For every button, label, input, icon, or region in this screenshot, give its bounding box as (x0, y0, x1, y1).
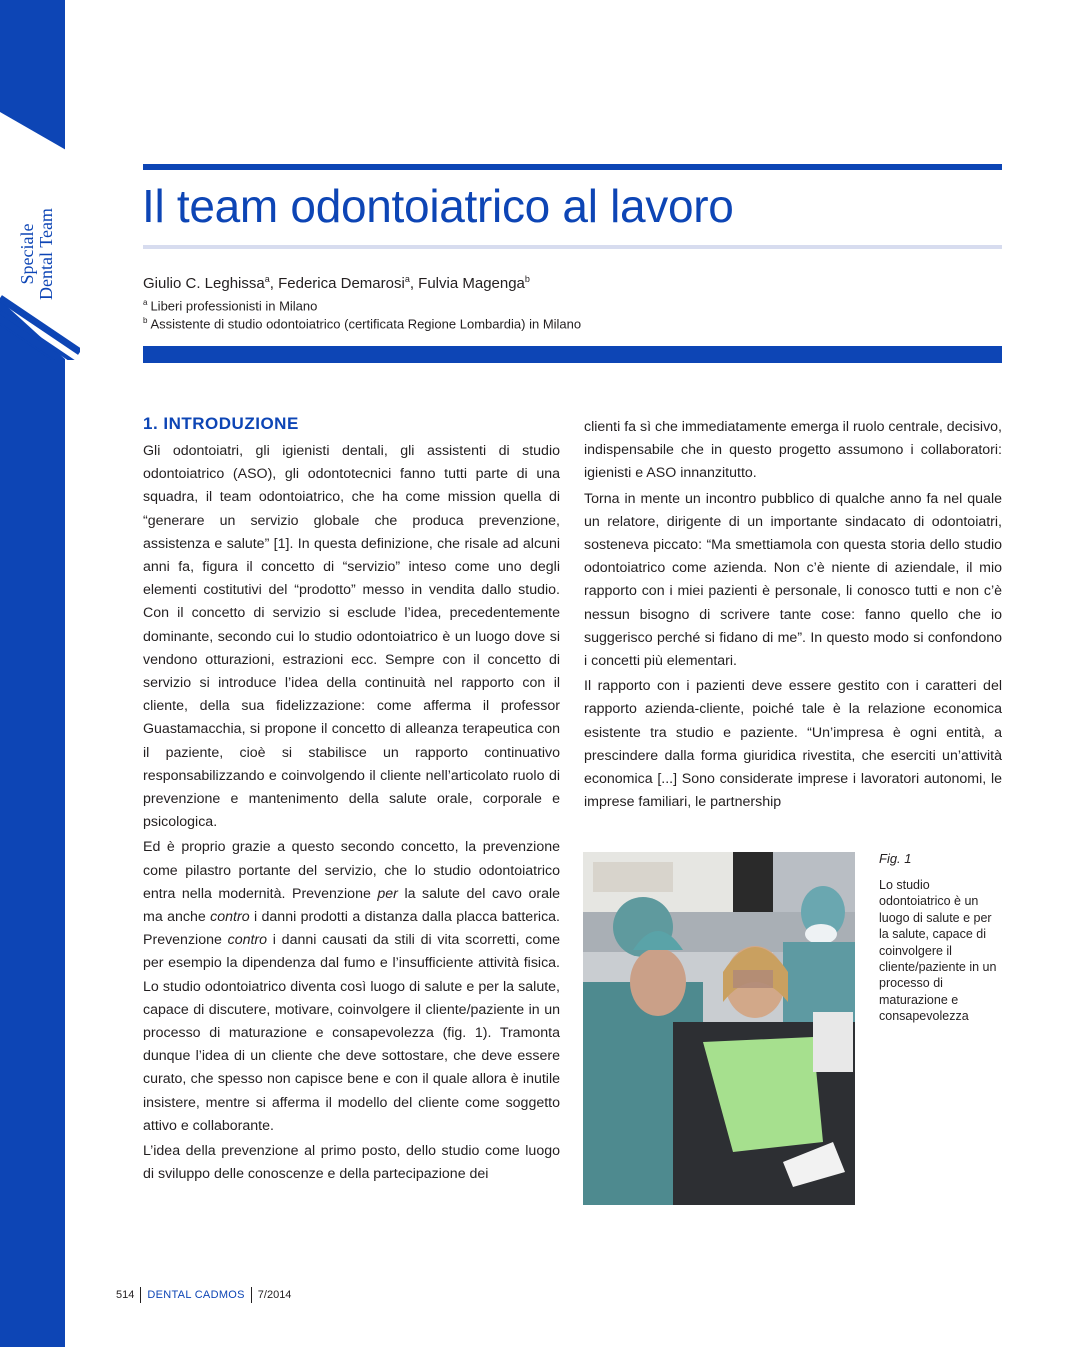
right-column (584, 416, 1002, 814)
paragraph: L’idea della prevenzione al primo posto, dello studio come luogo di sviluppo delle conoscenze e della partecipazione dei (143, 1143, 560, 1183)
author-affiliation-mark: a (264, 274, 270, 284)
author-affiliation-mark: b (524, 274, 530, 284)
journal-name: DENTAL CADMOS (147, 1289, 245, 1301)
author-affiliation-mark: a (404, 274, 410, 284)
section-label (18, 184, 74, 304)
page-number: 514 (116, 1289, 135, 1301)
section-label-line2: Dental Team (36, 208, 56, 300)
paragraph: Il rapporto con i pazienti deve essere gestito con i caratteri del rapporto azienda-cliente, poiché tale è la relazione economica esistente tra studio e paziente. “Un’impresa è ogni entità, a prescindere dalla forma giuridica rivestita, che eserciti un’attività economica [...] Sono considerate imprese i lavoratori autonomi, le imprese familiari, le partnership (584, 678, 1002, 811)
article-title: Il team odontoiatrico al lavoro (142, 180, 734, 232)
header-blue-bar (143, 346, 1002, 363)
figure-caption: Lo studio odontoiatrico è un luogo di salute e per la salute, capace di coinvolgere il cliente/paziente in un processo di maturazione e consapevolezza (879, 878, 997, 1024)
paragraph: Torna in mente un incontro pubblico di qualche anno fa nel quale un relatore, dirigente di un importante sindacato di odontoiatri, sosteneva piccato: “Ma smettiamola con questa storia dello studio odontoiatrico come azienda. Non c’è niente di aziendale, il mio rapporto con i miei pazienti è personale, li conosco tutti e non c’è nessun bisogno di scrivere tante cose: fanno quello che io suggerisco perché si fidano di me”. In questo modo si confondono i concetti più elementari. (584, 490, 1002, 670)
figure-label: Fig. 1 (879, 851, 912, 866)
paragraph: Ed è proprio grazie a questo secondo concetto, la prevenzione come pilastro portante del servizio, che lo studio odontoiatrico entra nella modernità. Prevenzione per la salute del cavo orale ma anche contro i danni prodotti a distanza dalla placca batterica. Prevenzione contro i danni causati da stili di vita scorretti, come per esempio la dipendenza dal fumo e l’insufficiente attività fisica. Lo studio odontoiatrico diventa così luogo di salute e per la salute, capace di discutere, motivare, coinvolgere il cliente/paziente in un processo di maturazione e consapevolezza (fig. 1). Tramonta dunque l’idea di un cliente che deve sottostare, che deve essere curato, che spesso non capisce bene e con il quale allora è inutile insistere, mentre si afferma il modello del cliente come soggetto attivo e collaborante. (143, 839, 561, 1134)
footer-separator (251, 1287, 252, 1303)
footer-separator (140, 1287, 141, 1303)
paragraph: Gli odontoiatri, gli igienisti dentali, gli assistenti di studio odontoiatrico (ASO), gli odontotecnici fanno tutti parte di una squadra, il team odontoiatrico, che ha come mission quella di “generare un servizio globale che produca prevenzione, assistenza e salute” [1]. In questa definizione, che risale ad alcuni anni fa, figura il concetto di “servizio” inteso come uno degli elementi costitutivi del “prodotto” messo in vendita dallo studio. Con il concetto di servizio si esclude l’idea, precedentemente dominante, secondo cui lo studio odontoiatrico è un luogo dove si vendono otturazioni, estrazioni ecc. Sempre con il concetto di servizio si introduce l’idea della continuità nel rapporto con il cliente, della sua fidelizzazione: come afferma il professor Guastamacchia, si propone il concetto di alleanza terapeutica con il paziente, cioè si stabilisce un rapporto continuativo responsabilizzando e coinvolgendo il cliente nell’articolato ruolo di prevenzione e mantenimento della salute orale, corporale e psicologica. (143, 443, 560, 831)
affiliation-a: $^a$ Liberi professionisti in Milano (143, 298, 318, 314)
figure-1-photo (583, 852, 855, 1205)
issue-number: 7/2014 (257, 1289, 292, 1301)
author-name: Giulio C. Leghissa (143, 275, 265, 292)
title-rule-bottom (143, 245, 1002, 249)
author-list: Giulio C. Leghissa$^a$, Federica Demarosi$^a$, Fulvia Magenga$^b$ (143, 274, 530, 292)
left-column (143, 440, 560, 1187)
paragraph: clienti fa sì che immediatamente emerga il ruolo centrale, decisivo, indispensabile che in questo progetto assumono i collaboratori: igienisti e ASO innanzitutto. (584, 419, 1002, 482)
affiliation-b: $^b$ Assistente di studio odontoiatrico (certificata Regione Lombardia) in Milano (143, 316, 582, 332)
author-name: Fulvia Magenga (418, 275, 525, 292)
title-rule-top (143, 164, 1002, 170)
photo-illustration (583, 852, 855, 1205)
section-heading: 1. INTRODUZIONE (143, 414, 299, 433)
section-label-line1: Speciale (17, 223, 37, 285)
page-footer (116, 1287, 291, 1303)
author-name: Federica Demarosi (278, 275, 405, 292)
